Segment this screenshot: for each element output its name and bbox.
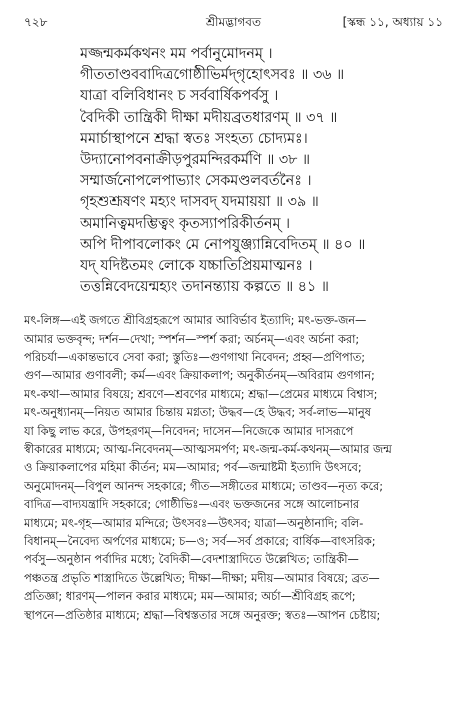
commentary-line: মৎ-অনুধ্যানম্‌—নিয়ত আমার চিন্তায় মগ্নতা; উদ্ধব—হে উদ্ধব; সর্ব-লাভ—মানুষ: [24, 405, 371, 420]
verse-line: মমার্চাস্থাপনে শ্রদ্ধা স্বতঃ সংহত্য চোদ্যমঃ।: [80, 130, 308, 147]
commentary-line: স্থাপনে—প্রতিষ্ঠার মাধ্যমে; শ্রদ্ধা—বিশ্বস্ততার সঙ্গে অনুরক্ত; স্বতঃ—আপন চেষ্টায়;: [24, 607, 381, 622]
verse-line: যাত্রা বলিবিধানং চ সর্ববার্ষিকপর্বসু ।: [80, 88, 279, 105]
commentary-line: আমার ভক্তবৃন্দ; দর্শন—দেখা; স্পর্শন—স্পর্শ করা; অর্চনম্‌—এবং অর্চনা করা;: [24, 331, 360, 346]
commentary-line: গুণ—আমার গুণাবলী; কর্ম—এবং ক্রিয়াকলাপ; অনুকীর্তনম্‌—অবিরাম গুণগান;: [24, 368, 375, 383]
commentary-line: অনুমোদনম্‌—বিপুল আনন্দ সহকারে; গীত—সঙ্গীতের মাধ্যমে; তাণ্ডব—নৃত্য করে;: [24, 478, 384, 493]
commentary-line: মৎ-কথা—আমার বিষয়ে; শ্রবণে—শ্রবণের মাধ্যমে; শ্রদ্ধা—প্রেমের মাধ্যমে বিশ্বাস;: [24, 386, 378, 401]
verse-line: অপি দীপাবলোকং মে নোপযুঞ্জ্যান্নিবেদিতম্‌ ॥ ৪০ ॥: [80, 236, 366, 253]
page-number: ৭২৮: [24, 15, 48, 29]
word-meaning-commentary: [24, 311, 443, 695]
commentary-line: পর্বসু—অনুষ্ঠান পর্বাদির মধ্যে; বৈদিকী—বেদশাস্ত্রাদিতে উল্লেখিত; তান্ত্রিকী—: [24, 552, 359, 567]
commentary-line: বিধানম্‌—নৈবেদ্য অর্পণের মাধ্যমে; চ—ও; সর্ব—সর্ব প্রকারে; বার্ষিক—বাৎসরিক;: [24, 533, 376, 548]
commentary-line: বাদিত্র—বাদ্যযন্ত্রাদি সহকারে; গোষ্ঠীভিঃ—এবং ভক্তজনের সঙ্গে আলোচনার: [24, 497, 360, 512]
verse-line: বৈদিকী তান্ত্রিকী দীক্ষা মদীয়ব্রতধারণম্‌ ॥ ৩৭ ॥: [80, 109, 338, 126]
page-header: [24, 12, 443, 36]
commentary-line: প্রতিজ্ঞা; ধারণম্‌—পালন করার মাধ্যমে; মম—আমার; অর্চা—শ্রীবিগ্রহ রূপে;: [24, 589, 356, 604]
commentary-line: পরিচর্যা—একান্তভাবে সেবা করা; স্তুতিঃ—গুণগাথা নিবেদন; প্রহ্ব—প্রণিপাত;: [24, 350, 366, 365]
commentary-line: পঞ্চতন্ত্র প্রভৃতি শাস্ত্রাদিতে উল্লেখিত; দীক্ষা—দীক্ষা; মদীয়—আমার বিষয়ে; ব্রত—: [24, 570, 380, 585]
sanskrit-verses: [24, 44, 443, 298]
verse-line: গীততাণ্ডববাদিত্রগোষ্ঠীভির্মদ্‌গৃহোৎসবঃ ॥ ৩৬ ॥: [80, 67, 345, 84]
verse-line: তত্তন্নিবেদয়েন্মহ্যং তদানন্ত্যায় কল্পতে ॥ ৪১ ॥: [80, 279, 329, 296]
verse-line: মজ্জন্মকর্মকথনং মম পর্বানুমোদনম্‌ ।: [80, 46, 273, 62]
commentary-line: ও ক্রিয়াকলাপের মহিমা কীর্তন; মম—আমার; পর্ব—জন্মাষ্টমী ইত্যাদি উৎসবে;: [24, 460, 362, 475]
commentary-line: মাধ্যমে; মৎ-গৃহ—আমার মন্দিরে; উৎসবঃ—উৎসব; যাত্রা—অনুষ্ঠানাদি; বলি-: [24, 515, 364, 530]
commentary-line: যা কিছু লাভ করে, উপহরণম্‌—নিবেদন; দাসেন—নিজেকে আমার দাসরূপে: [24, 423, 354, 438]
verse-line: গৃহশুশ্রূষণং মহ্যং দাসবদ্‌ যদমায়য়া ॥ ৩৯ ॥: [80, 194, 319, 211]
running-title: শ্রীমদ্ভাগবত: [205, 15, 261, 29]
commentary-line: স্বীকারের মাধ্যমে; আত্ম-নিবেদনম্‌—আত্মসমর্পণ; মৎ-জন্ম-কর্ম-কথনম্‌—আমার জন্ম: [24, 441, 392, 456]
verse-line: যদ্‌ যদিষ্টতমং লোকে যচ্চাতিপ্রিয়মাত্মনঃ ।: [80, 257, 313, 274]
verse-line: উদ্যানোপবনাক্রীড়পুরমন্দিরকর্মণি ॥ ৩৮ ॥: [80, 151, 310, 168]
verse-line: অমানিত্বমদম্ভিত্বং কৃতস্যাপরিকীর্তনম্‌ ।: [80, 215, 291, 232]
section-reference: [স্কন্ধ ১১, অধ্যায় ১১: [342, 15, 443, 29]
verse-line: সম্মার্জনোপলেপাভ্যাং সেকমণ্ডলবর্তনৈঃ ।: [80, 173, 312, 190]
commentary-line: মৎ-লিঙ্গ—এই জগতে শ্রীবিগ্রহরূপে আমার আবির্ভাব ইত্যাদি; মৎ-ভক্ত-জন—: [24, 313, 367, 328]
